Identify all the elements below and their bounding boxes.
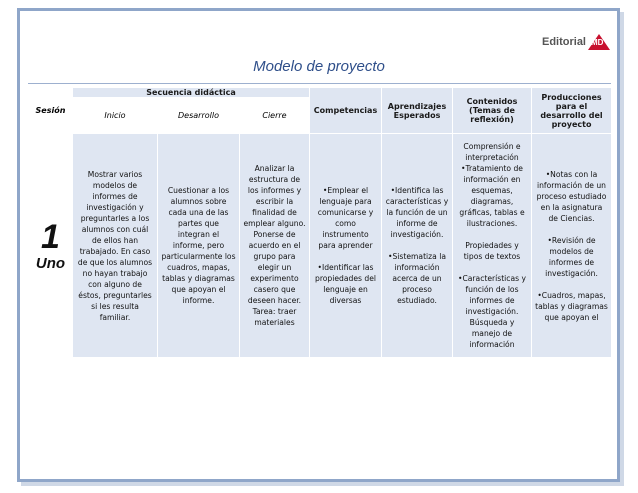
cell-aprendizajes: •Identifica las características y la función de un informe de investigación. •Sistematiza la información acerca de un proceso estudiado.: [382, 134, 453, 358]
project-table: [28, 87, 612, 358]
header-session: Sesión: [29, 88, 73, 134]
publisher-logo: [542, 34, 610, 50]
header-competencias: Competencias: [310, 88, 382, 134]
header-cierre: Cierre: [240, 98, 310, 134]
header-secuencia: Secuencia didáctica: [73, 88, 310, 98]
header-contenidos: Contenidos (Temas de reflexión): [453, 88, 532, 134]
cell-contenidos: Comprensión e interpretación •Tratamiento de información en esquemas, diagramas, gráficas, tablas e ilustraciones. Propiedades y tipos de textos •Características y función de los informes de investigación. Búsqueda y manejo de información: [453, 134, 532, 358]
title-divider: [28, 83, 611, 84]
cell-cierre: Analizar la estructura de los informes y escribir la finalidad de emplear alguno. Ponerse de acuerdo en el grupo para elegir un experimento casero que deseen hacer. Tarea: traer materiales: [240, 134, 310, 358]
logo-mark-text: MD: [591, 38, 604, 47]
header-desarrollo: Desarrollo: [158, 98, 240, 134]
cell-producciones: •Notas con la información de un proceso estudiado en la asignatura de Ciencias. •Revisión de modelos de informes de investigación. •Cuadros, mapas, tablas y diagramas que apoyan el: [532, 134, 612, 358]
session-word: Uno: [35, 255, 66, 272]
page-title: Modelo de proyecto: [253, 58, 385, 75]
cell-competencias: •Emplear el lenguaje para comunicarse y como instrumento para aprender •Identificar las propiedades del lenguaje en diversas: [310, 134, 382, 358]
cell-desarrollo: Cuestionar a los alumnos sobre cada una de las partes que integran el informe, pero particularmente los cuadros, mapas, tablas y diagramas que apoyan el informe.: [158, 134, 240, 358]
logo-triangle-icon: [588, 34, 610, 50]
session-number: 1: [41, 218, 60, 256]
header-inicio: Inicio: [73, 98, 158, 134]
header-aprendizajes: Aprendizajes Esperados: [382, 88, 453, 134]
header-producciones: Producciones para el desarrollo del proyecto: [532, 88, 612, 134]
cell-inicio: Mostrar varios modelos de informes de investigación y preguntarles a los alumnos con cuál de ellos han trabajado. En caso de que los alumnos no hayan trabajo con alguno de éstos, preguntarles si les resulta familiar.: [73, 134, 158, 358]
session-cell: [29, 134, 73, 358]
logo-text: Editorial: [541, 36, 586, 48]
